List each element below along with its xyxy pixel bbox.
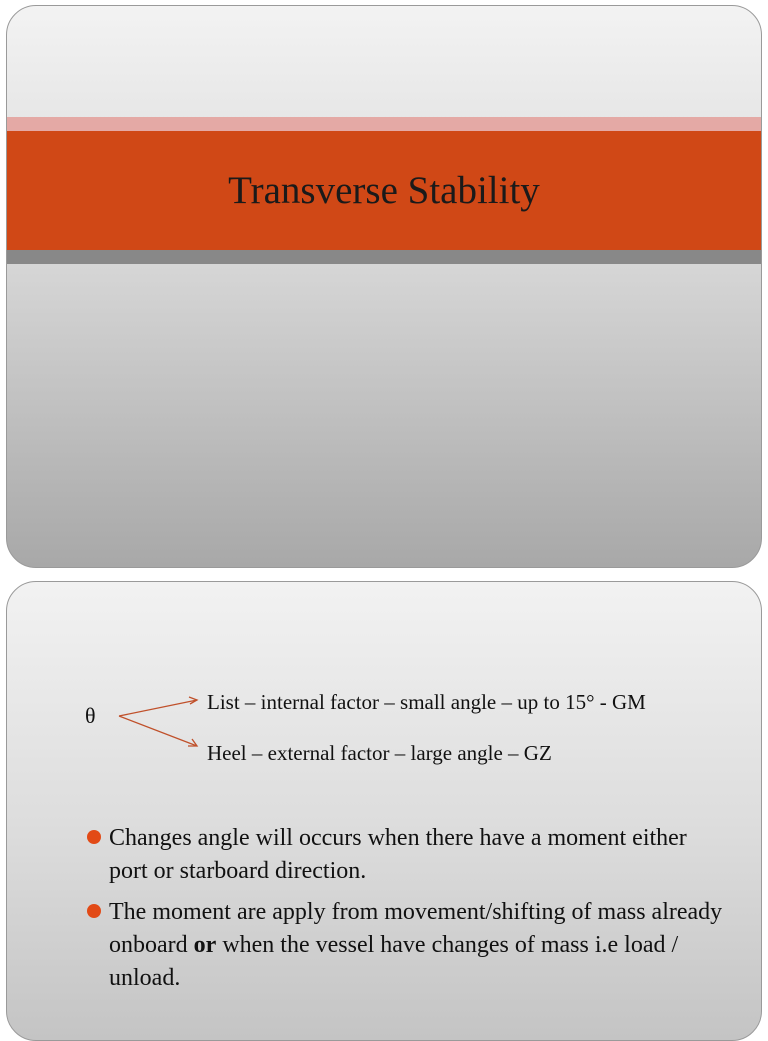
title-slide — [6, 5, 762, 568]
bullet-item — [87, 896, 727, 995]
bullet-list — [87, 822, 727, 1003]
title-band-top-stripe — [7, 117, 761, 131]
theta-symbol: θ — [85, 703, 96, 728]
bullet-item — [87, 822, 727, 888]
bullet-text-part: when the vessel have changes of mass i.e load / unload. — [109, 932, 679, 991]
branch-heel: Heel – external factor – large angle – GZ — [207, 741, 552, 765]
branch-arrows — [117, 692, 207, 752]
bullet-text-part: The moment are apply from movement/shifting of mass already onboard — [109, 899, 723, 958]
content-slide — [6, 581, 762, 1041]
branch-list: List – internal factor – small angle – up to 15° - GM — [207, 690, 646, 714]
bullet-text: Changes angle will occurs when there have a moment either port or starboard direction. — [109, 825, 687, 884]
arrow-to-list — [119, 700, 197, 716]
title-band-bottom-stripe — [7, 250, 761, 264]
slide-title: Transverse Stability — [228, 169, 540, 212]
bullet-dot-icon — [87, 830, 101, 844]
bullet-dot-icon — [87, 904, 101, 918]
bullet-bold-word: or — [193, 932, 217, 958]
arrow-to-heel — [119, 716, 197, 746]
